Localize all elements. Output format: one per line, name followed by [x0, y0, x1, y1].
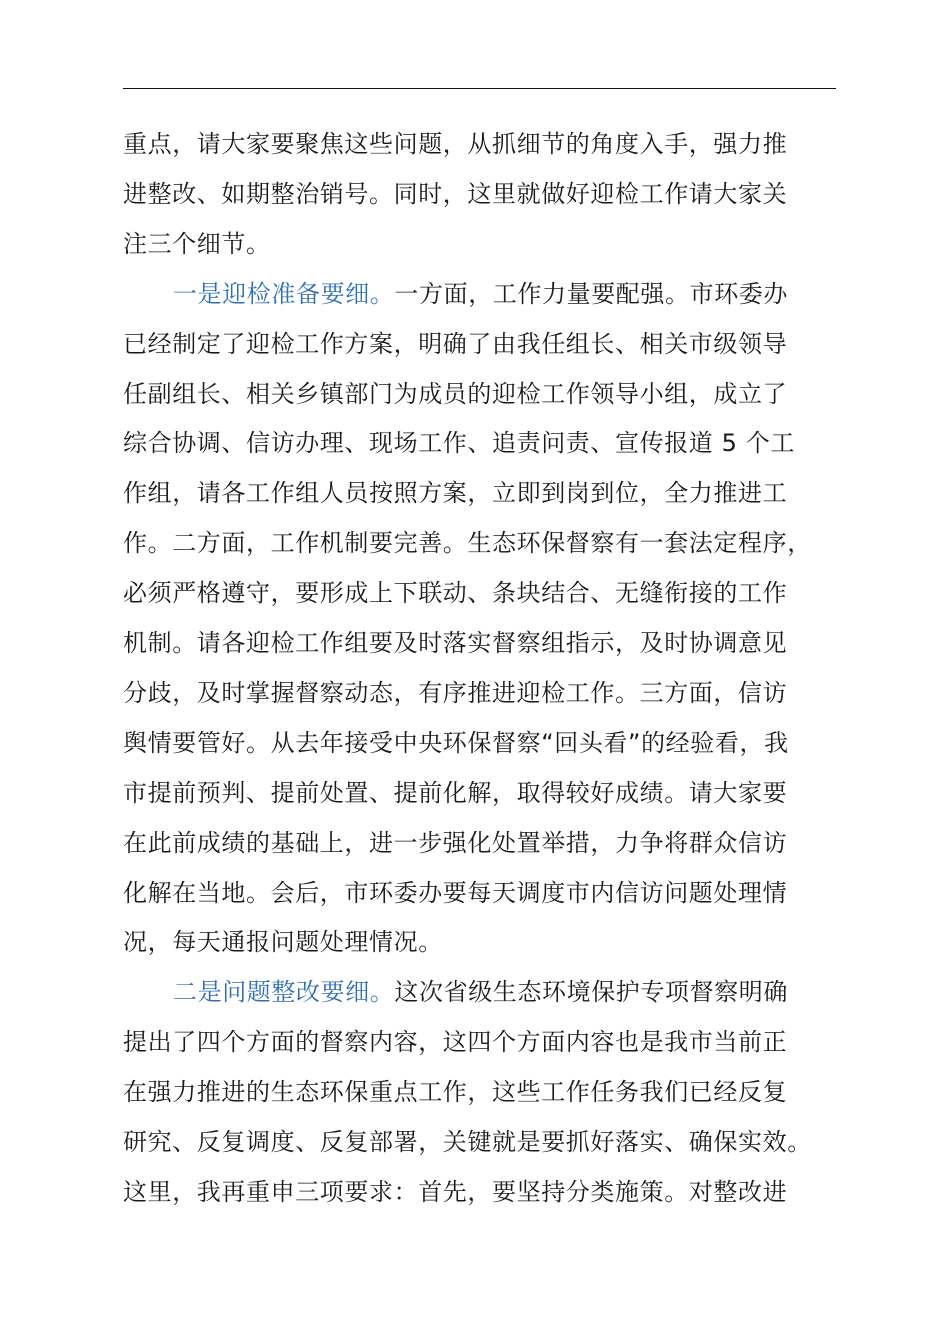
- line-text: 综合协调、信访办理、现场工作、追责问责、宣传报道 5 个工: [123, 429, 795, 458]
- line-text: 一方面，工作力量要配强。市环委办: [394, 279, 789, 308]
- text-line: [123, 623, 787, 663]
- text-line: [123, 723, 789, 763]
- line-text: 这里，我再重申三项要求：首先，要坚持分类施策。对整改进: [123, 1177, 788, 1206]
- text-line: [123, 324, 787, 364]
- line-text: 作。二方面，工作机制要完善。生态环保督察有一套法定程序，: [123, 529, 812, 558]
- line-text: 在强力推进的生态环保重点工作，这些工作任务我们已经反复: [123, 1078, 788, 1107]
- text-line: [123, 673, 787, 713]
- text-line: [123, 1072, 787, 1112]
- section-heading: 二是问题整改要细。: [173, 978, 395, 1007]
- text-line: [123, 1172, 787, 1212]
- line-text: 况，每天通报问题处理情况。: [123, 928, 443, 957]
- text-line: [173, 274, 788, 314]
- text-line: [123, 922, 443, 962]
- line-text: 注三个细节。: [123, 229, 271, 258]
- text-line: [123, 423, 795, 463]
- line-text: 舆情要管好。从去年接受中央环保督察“回头看”的经验看，我: [123, 728, 789, 757]
- text-line: [123, 374, 787, 414]
- line-text: 已经制定了迎检工作方案，明确了由我任组长、相关市级领导: [123, 329, 788, 358]
- text-line: [123, 523, 812, 563]
- line-text: 进整改、如期整治销号。同时，这里就做好迎检工作请大家关: [123, 179, 788, 208]
- line-text: 市提前预判、提前处置、提前化解，取得较好成绩。请大家要: [123, 778, 788, 807]
- text-line: [123, 1122, 812, 1162]
- line-text: 分歧，及时掌握督察动态，有序推进迎检工作。三方面，信访: [123, 678, 788, 707]
- text-line: [123, 573, 787, 613]
- text-line: [123, 124, 787, 164]
- text-line: [123, 1022, 787, 1062]
- text-line: [173, 972, 788, 1012]
- text-line: [123, 174, 787, 214]
- line-text: 提出了四个方面的督察内容，这四个方面内容也是我市当前正: [123, 1028, 788, 1057]
- line-text: 机制。请各迎检工作组要及时落实督察组指示，及时协调意见: [123, 629, 788, 657]
- section-heading: 一是迎检准备要细。: [173, 279, 395, 308]
- text-line: [123, 224, 271, 264]
- line-text: 必须严格遵守，要形成上下联动、条块结合、无缝衔接的工作: [123, 579, 788, 608]
- line-text: 这次省级生态环境保护专项督察明确: [394, 978, 789, 1007]
- line-text: 在此前成绩的基础上，进一步强化处置举措，力争将群众信访: [123, 828, 788, 857]
- line-text: 任副组长、相关乡镇部门为成员的迎检工作领导小组，成立了: [123, 379, 788, 408]
- text-line: [123, 873, 787, 913]
- text-line: [123, 473, 787, 513]
- line-text: 作组，请各工作组人员按照方案，立即到岗到位，全力推进工: [123, 479, 788, 508]
- header-rule: [123, 88, 836, 89]
- line-text: 重点，请大家要聚焦这些问题，从抓细节的角度入手，强力推: [123, 130, 788, 158]
- line-text: 研究、反复调度、反复部署，关键就是要抓好落实、确保实效。: [123, 1128, 812, 1156]
- text-line: [123, 823, 787, 863]
- line-text: 化解在当地。会后，市环委办要每天调度市内信访问题处理情: [123, 878, 788, 907]
- text-line: [123, 773, 787, 813]
